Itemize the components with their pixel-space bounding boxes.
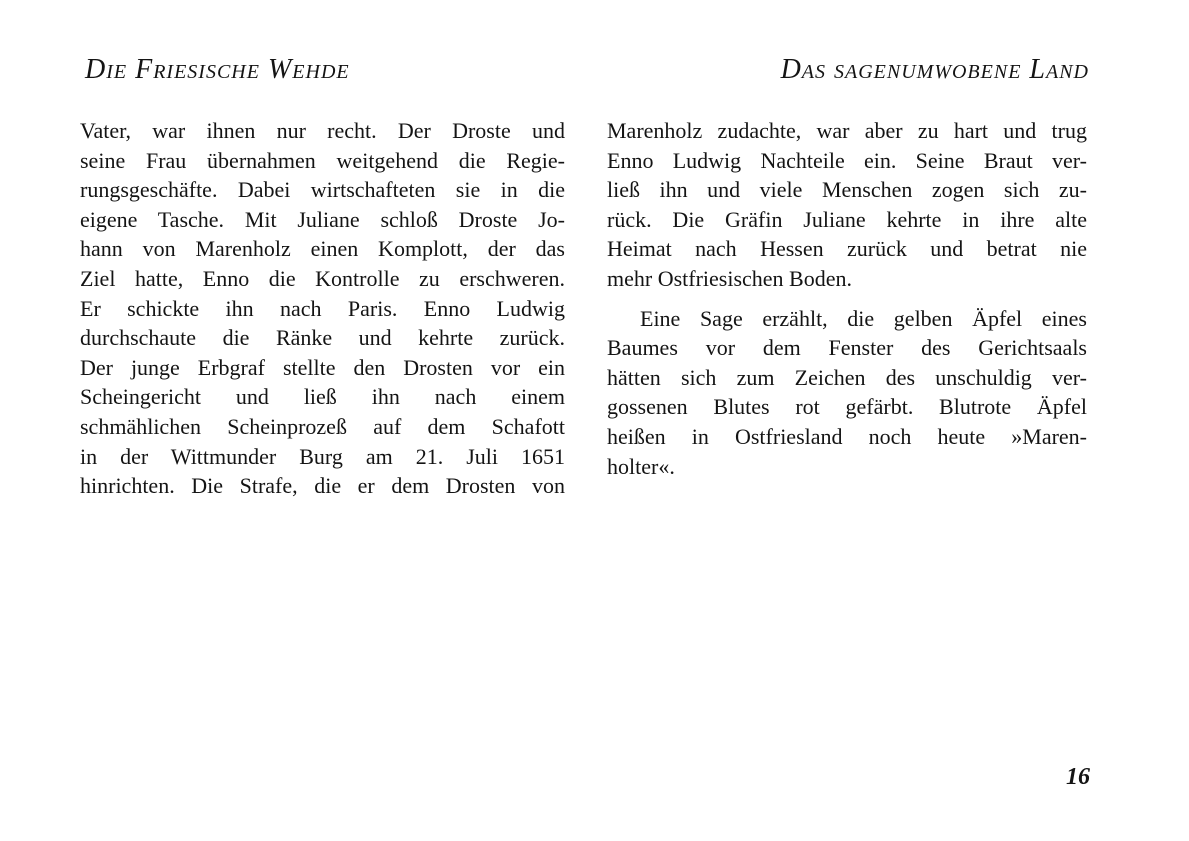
text-line: heißen in Ostfriesland noch heute »Maren- [607,423,1087,449]
text-line: hätten sich zum Zeichen des unschuldig ver- [607,364,1087,390]
paragraph [607,304,1087,482]
text-line: Heimat nach Hessen zurück und betrat nie [607,236,1087,262]
text-line: ließ ihn und viele Menschen zogen sich zu- [607,177,1087,203]
text-line: Baumes vor dem Fenster des Gerichtsaals [607,335,1087,361]
text-line: rungsgeschäfte. Dabei wirtschafteten sie in die [80,177,565,203]
text-line: Eine Sage erzählt, die gelben Äpfel eines [640,305,1087,331]
running-header [85,54,1089,86]
text-line: seine Frau übernahmen weitgehend die Regie- [80,147,565,173]
text-line: holter«. [607,453,675,479]
text-line: in der Wittmunder Burg am 21. Juli 1651 [80,443,565,469]
page-number: 16 [1066,764,1090,790]
text-line: rück. Die Gräfin Juliane kehrte in ihre alte [607,206,1087,232]
text-line: schmählichen Scheinprozeß auf dem Schafott [80,413,565,439]
running-header-right: Das sagenumwobene Land [780,54,1089,85]
text-line: hann von Marenholz einen Komplott, der das [80,236,565,262]
text-column-right [607,116,1087,501]
text-line: Scheingericht und ließ ihn nach einem [80,384,565,410]
text-line: Er schickte ihn nach Paris. Enno Ludwig [80,295,565,321]
text-line: Marenholz zudachte, war aber zu hart und trug [607,118,1087,143]
text-line: gossenen Blutes rot gefärbt. Blutrote Äpfel [607,394,1087,420]
text-line: durchschaute die Ränke und kehrte zurück. [80,325,565,351]
text-line: Vater, war ihnen nur recht. Der Droste und [80,118,565,143]
text-column-left [80,116,565,501]
text-line: Der junge Erbgraf stellte den Drosten vor ein [80,354,565,380]
running-header-left: Die Friesische Wehde [85,54,350,85]
text-columns [80,116,1087,501]
text-line: Enno Ludwig Nachteile ein. Seine Braut ver- [607,147,1087,173]
text-line: mehr Ostfriesischen Boden. [607,265,852,291]
paragraph [80,116,565,501]
text-line: hinrichten. Die Strafe, die er dem Drosten von [80,473,565,499]
paragraph [607,116,1087,294]
text-line: eigene Tasche. Mit Juliane schloß Droste Jo- [80,206,565,232]
text-line: Ziel hatte, Enno die Kontrolle zu erschweren. [80,265,565,291]
